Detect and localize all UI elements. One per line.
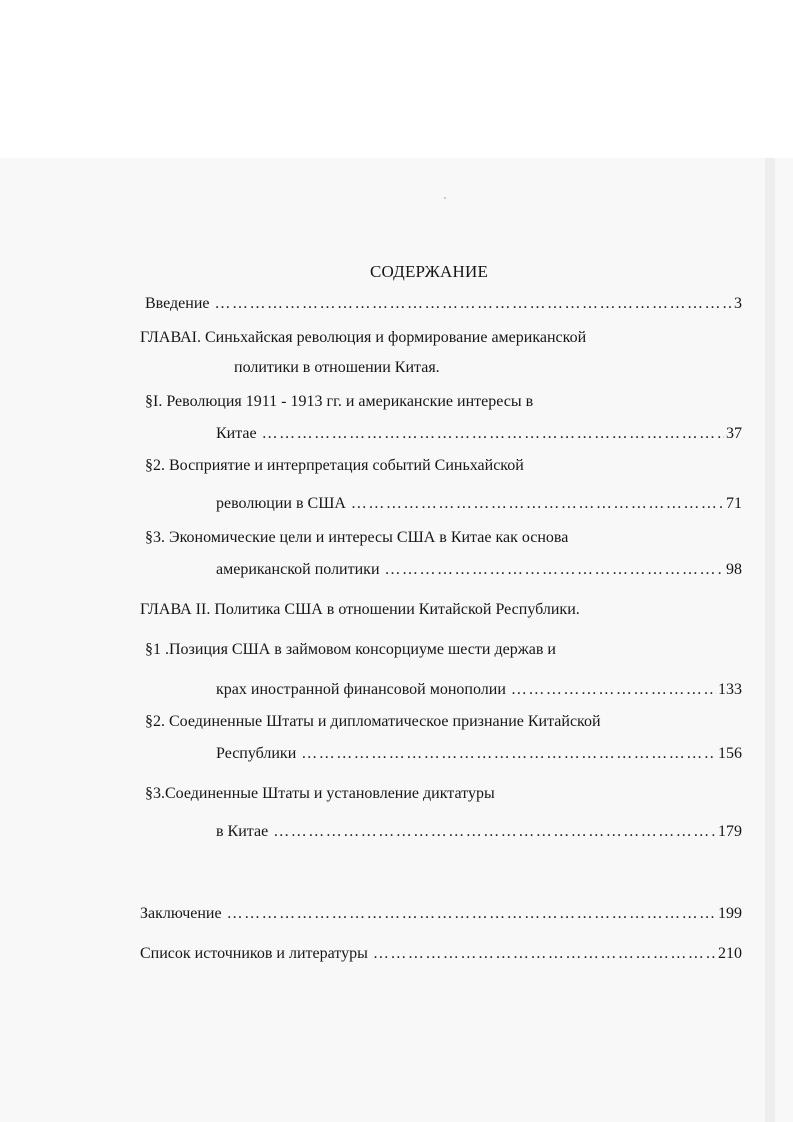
toc-entry-conclusion[interactable] — [140, 904, 742, 926]
toc-page-number: 3 — [734, 295, 742, 312]
toc-page-number: 199 — [718, 905, 742, 922]
toc-entry-chapter1-sec1[interactable] — [216, 424, 742, 446]
toc-page-number: 37 — [726, 425, 742, 442]
chapter1-title-line1[interactable]: ГЛАВАI. Синьхайская революция и формирование американской — [140, 329, 587, 346]
toc-page-number: 98 — [726, 561, 742, 578]
toc-page-number: 179 — [718, 823, 742, 840]
dot-leader — [511, 680, 716, 700]
chapter1-sec1-line1: §I. Революция 1911 - 1913 гг. и американские интересы в — [145, 393, 534, 410]
toc-entry-intro[interactable] — [145, 294, 742, 316]
chapter1-title-line2: политики в отношении Китая. — [234, 359, 440, 376]
dot-leader — [351, 494, 724, 514]
toc-entry-text: революции в США — [216, 495, 346, 512]
toc-page-number: 210 — [718, 945, 742, 962]
toc-entry-chapter1-sec3[interactable] — [216, 560, 742, 582]
toc-entry-text: Китае — [216, 425, 257, 442]
toc-entry-text: крах иностранной финансовой монополии — [216, 681, 506, 698]
toc-entry-text: Введение — [145, 295, 210, 312]
chapter1-sec3-line1: §3. Экономические цели и интересы США в Китае как основа — [145, 529, 569, 546]
toc-page-number: 133 — [718, 681, 742, 698]
dot-leader — [215, 294, 733, 314]
dot-leader — [385, 560, 725, 580]
toc-entry-bibliography[interactable] — [140, 944, 742, 966]
chapter2-title[interactable]: ГЛАВА II. Политика США в отношении Китайской Республики. — [140, 601, 580, 618]
dot-leader — [301, 744, 716, 764]
chapter2-sec2-line1: §2. Соединенные Штаты и дипломатическое признание Китайской — [145, 713, 601, 730]
chapter2-sec1-line1: §1 .Позиция США в займовом консорциуме шести держав и — [145, 641, 556, 658]
dot-leader — [373, 944, 716, 964]
toc-entry-chapter2-sec2[interactable] — [216, 744, 742, 766]
toc-entry-text: в Китае — [216, 823, 269, 840]
dot-leader — [262, 424, 724, 444]
scan-edge — [765, 158, 775, 1122]
toc-entry-text: Список источников и литературы — [140, 945, 368, 962]
toc-title: СОДЕРЖАНИЕ — [370, 262, 489, 281]
toc-entry-text: американской политики — [216, 561, 380, 578]
toc-page-number: 156 — [718, 745, 742, 762]
chapter2-sec3-line1: §3.Соединенные Штаты и установление диктатуры — [145, 785, 495, 802]
toc-entry-chapter1-sec2[interactable] — [216, 494, 742, 516]
toc-entry-text: Заключение — [140, 905, 222, 922]
chapter1-sec2-line1: §2. Восприятие и интерпретация событий Синьхайской — [145, 457, 524, 474]
dot-leader — [273, 822, 716, 842]
toc-entry-text: Республики — [216, 745, 297, 762]
toc-entry-chapter2-sec3[interactable] — [216, 822, 742, 844]
scan-speck — [444, 197, 446, 199]
toc-page-number: 71 — [726, 495, 742, 512]
dot-leader — [227, 904, 716, 924]
toc-entry-chapter2-sec1[interactable] — [216, 680, 742, 702]
